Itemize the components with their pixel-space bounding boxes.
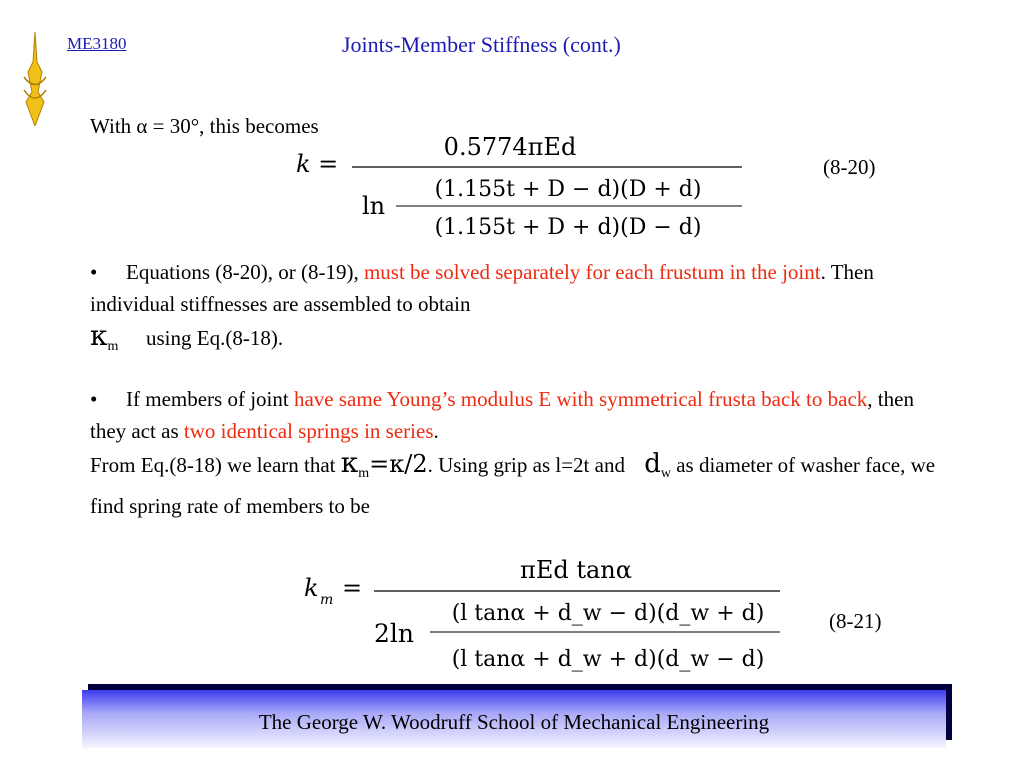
- bullet2-highlight-1: have same Young’s modulus E with symmetrical frusta back to back: [293, 387, 868, 411]
- eq21-equals: =: [342, 574, 363, 602]
- bullet-dot: •: [90, 387, 98, 411]
- bullet2-text-6: as diameter of washer face, we find spring rate of members to be: [90, 453, 936, 519]
- equation-8-21: [296, 548, 796, 680]
- bullet-frustum: [90, 256, 950, 363]
- eq21-numerator: πEd tanα: [520, 556, 632, 584]
- eq21-lhs: k: [304, 574, 319, 602]
- eq20-ln: ln: [362, 192, 386, 220]
- eq21-two-ln: 2ln: [374, 619, 415, 648]
- eq21-inner-numerator: (l tanα + d_w − d)(d_w + d): [451, 601, 765, 626]
- eq21-lhs-sub: m: [320, 592, 334, 608]
- kappa-m-equals-kappa-half: $\kappa_m=\kappa/2$: [340, 446, 428, 482]
- d-w-symbol: $d_w$: [644, 449, 671, 482]
- eq20-lhs: k =: [296, 150, 339, 178]
- intro-text: With α = 30°, this becomes: [90, 114, 319, 138]
- eq21-number: (8-21): [829, 609, 882, 633]
- eq21-inner-denominator: (l tanα + d_w + d)(d_w − d): [451, 647, 765, 672]
- bullet1-highlight-1: must be solved separately for each frustum in the joint: [363, 260, 821, 284]
- equation-8-20: [290, 130, 760, 248]
- eq20-numerator: 0.5774πEd: [443, 133, 577, 161]
- georgia-tech-logo: [20, 32, 50, 126]
- footer-banner: [82, 690, 946, 748]
- bullet2-text-4: From Eq.(8-18) we learn that: [90, 453, 336, 477]
- eq20-number: (8-20): [823, 155, 876, 179]
- bullet2-text-5: . Using grip as l=2t and: [427, 453, 625, 477]
- bullet1-text-3: using Eq.(8-18).: [146, 326, 284, 350]
- bullet1-text-2: . Then individual stiffnesses are assembled to obtain: [90, 260, 874, 316]
- bullet1-text-1: Equations (8-20), or (8-19),: [126, 260, 364, 284]
- kappa-m-symbol: $\kappa_m$: [90, 319, 119, 355]
- bullet2-highlight-2: two identical springs in series: [183, 419, 434, 443]
- course-code: ME3180: [67, 34, 127, 53]
- footer-text: The George W. Woodruff School of Mechanical Engineering: [258, 709, 770, 734]
- bullet2-text-1: If members of joint: [126, 387, 294, 411]
- eq20-inner-denominator: (1.155t + D + d)(D − d): [434, 215, 702, 240]
- bullet-symmetric-members: [90, 383, 950, 522]
- slide-title: Joints-Member Stiffness (cont.): [342, 32, 621, 57]
- bullet2-text-3: .: [433, 419, 439, 443]
- bullet-dot: •: [90, 260, 98, 284]
- eq20-inner-numerator: (1.155t + D − d)(D + d): [434, 177, 702, 202]
- bullet2-text-2: , then they act as: [90, 387, 914, 443]
